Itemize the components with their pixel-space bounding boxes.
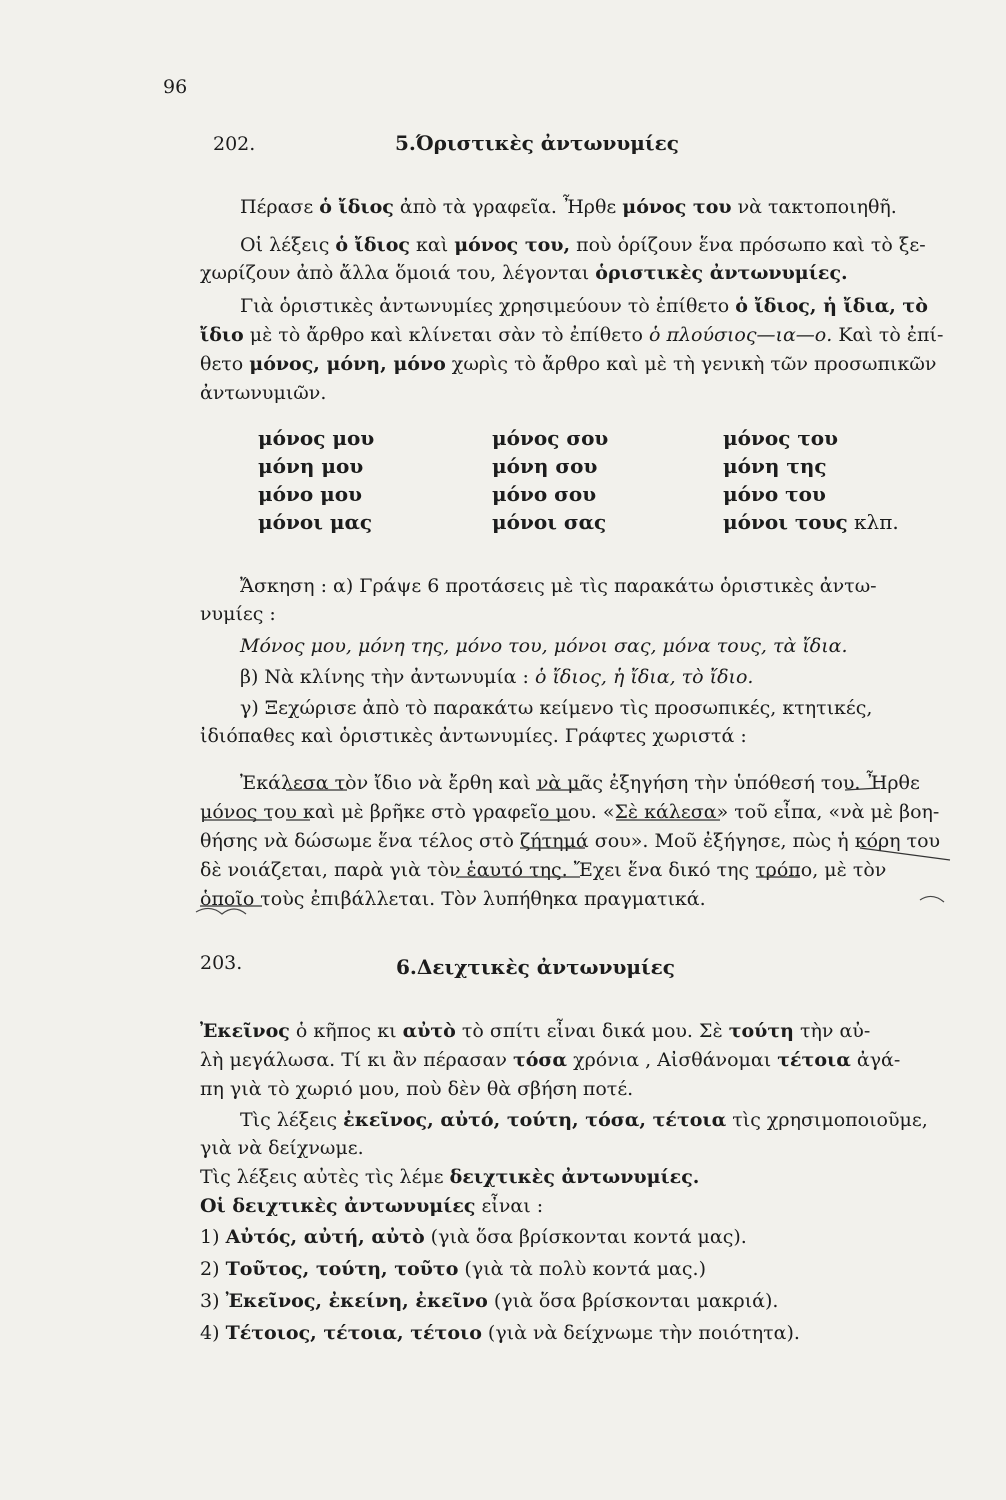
pronoun-cell: μόνοι σας — [492, 510, 607, 534]
usage-line-1: Γιὰ ὁριστικὲς ἀντωνυμίες χρησιμεύουν τὸ ἐπίθετο ὁ ἴδιος, ἡ ἴδια, τὸ — [240, 295, 928, 317]
definition-203-line-3: Τὶς λέξεις αὐτὲς τὶς λέμε δειχτικὲς ἀντωνυμίες. — [200, 1166, 700, 1188]
pronoun-cell: μόνη μου — [258, 454, 364, 478]
pronoun-cell: μόνη της — [723, 454, 827, 478]
exercise-text-line-2: μόνος του καὶ μὲ βρῆκε στὸ γραφεῖο μου. «Σὲ κάλεσα» τοῦ εἶπα, «νὰ μὲ βοη- — [200, 801, 940, 823]
definition-203-line-1: Τὶς λέξεις ἐκεῖνος, αὐτό, τούτη, τόσα, τέτοια τὶς χρησιμοποιοῦμε, — [240, 1109, 928, 1131]
pronoun-cell: μόνο μου — [258, 482, 363, 506]
pronoun-cell: μόνος μου — [258, 426, 375, 450]
exercise-text-line-4: δὲ νοιάζεται, παρὰ γιὰ τὸν ἑαυτό της. Ἔχει ἕνα δικό της τρόπο, μὲ τὸν — [200, 859, 887, 881]
exercise-text-line-5: ὁποῖο τοὺς ἐπιβάλλεται. Τὸν λυπήθηκα πραγματικά. — [200, 888, 706, 910]
usage-line-3: θετο μόνος, μόνη, μόνο χωρὶς τὸ ἄρθρο καὶ μὲ τὴ γενικὴ τῶν προσωπικῶν — [200, 353, 937, 375]
exercise-c-line-1: γ) Ξεχώρισε ἀπὸ τὸ παρακάτω κείμενο τὶς προσωπικές, κτητικές, — [240, 697, 873, 719]
pronoun-cell: μόνοι τους κλπ. — [723, 510, 899, 534]
exercise-line-1: Ἄσκηση : α) Γράψε 6 προτάσεις μὲ τὶς παρακάτω ὁριστικὲς ἀντω- — [240, 575, 877, 597]
usage-line-2: ἴδιο μὲ τὸ ἄρθρο καὶ κλίνεται σὰν τὸ ἐπίθετο ὁ πλούσιος—ια—ο. Καὶ τὸ ἐπί- — [200, 324, 944, 346]
list-item: 4) Τέτοιος, τέτοια, τέτοιο (γιὰ νὰ δείχνωμε τὴν ποιότητα). — [200, 1322, 800, 1344]
exercise-line-2: νυμίες : — [200, 603, 276, 625]
definition-203-line-2: γιὰ νὰ δείχνωμε. — [200, 1137, 364, 1159]
section-number-202: 202. — [213, 133, 256, 155]
list-item: 2) Τοῦτος, τούτη, τοῦτο (γιὰ τὰ πολὺ κοντά μας.) — [200, 1258, 706, 1280]
definition-203-line-4: Οἱ δειχτικὲς ἀντωνυμίες εἶναι : — [200, 1195, 544, 1217]
example-sentence-202: Πέρασε ὁ ἴδιος ἀπὸ τὰ γραφεῖα. Ἦρθε μόνος του νὰ τακτοποιηθῆ. — [240, 196, 897, 218]
exercise-text-line-1: Ἐκάλεσα τὸν ἴδιο νὰ ἔρθη καὶ νὰ μᾶς ἐξηγήση τὴν ὑπόθεσή του. Ἦρθε — [240, 772, 920, 794]
pronoun-cell: μόνο σου — [492, 482, 597, 506]
pronoun-cell: μόνο του — [723, 482, 826, 506]
example-203-line-1: Ἐκεῖνος ὁ κῆπος κι αὐτὸ τὸ σπίτι εἶναι δικά μου. Σὲ τούτη τὴν αὐ- — [200, 1020, 871, 1042]
etc-suffix: κλπ. — [847, 510, 899, 534]
example-203-line-3: πη γιὰ τὸ χωριό μου, ποὺ δὲν θὰ σβήση ποτέ. — [200, 1078, 634, 1100]
pronoun-cell: μόνοι μας — [258, 510, 373, 534]
exercise-words: Μόνος μου, μόνη της, μόνο του, μόνοι σας, μόνα τους, τὰ ἴδια. — [240, 635, 848, 657]
pronoun-cell: μόνος σου — [492, 426, 609, 450]
section-number-203: 203. — [200, 952, 243, 974]
exercise-text-line-3: θήσης νὰ δώσωμε ἕνα τέλος στὸ ζήτημά σου». Μοῦ ἐξήγησε, πὼς ἡ κόρη του — [200, 830, 941, 852]
list-item: 1) Αὐτός, αὐτή, αὐτὸ (γιὰ ὅσα βρίσκονται κοντά μας). — [200, 1226, 747, 1248]
definition-line-2: χωρίζουν ἀπὸ ἄλλα ὅμοιά του, λέγονται ὁριστικὲς ἀντωνυμίες. — [200, 262, 848, 284]
list-item: 3) Ἐκεῖνος, ἐκείνη, ἐκεῖνο (γιὰ ὅσα βρίσκονται μακριά). — [200, 1290, 779, 1312]
pronoun-cell: μόνη σου — [492, 454, 598, 478]
example-203-line-2: λὴ μεγάλωσα. Τί κι ἂν πέρασαν τόσα χρόνια , Αἰσθάνομαι τέτοια ἀγά- — [200, 1049, 901, 1071]
definition-line-1: Οἱ λέξεις ὁ ἴδιος καὶ μόνος του, ποὺ ὁρίζουν ἕνα πρόσωπο καὶ τὸ ξε- — [240, 234, 926, 256]
pronoun-cell: μόνος του — [723, 426, 839, 450]
exercise-b: β) Νὰ κλίνης τὴν ἀντωνυμία : ὁ ἴδιος, ἡ ἴδια, τὸ ἴδιο. — [240, 666, 754, 688]
exercise-c-line-2: ἰδιόπαθες καὶ ὁριστικὲς ἀντωνυμίες. Γράφτες χωριστά : — [200, 725, 747, 747]
section-title-203: 6.Δειχτικὲς ἀντωνυμίες — [396, 955, 675, 979]
section-title-202: 5.Όριστικὲς ἀντωνυμίες — [395, 131, 679, 155]
page-number: 96 — [163, 76, 188, 98]
usage-line-4: ἀντωνυμιῶν. — [200, 382, 327, 404]
